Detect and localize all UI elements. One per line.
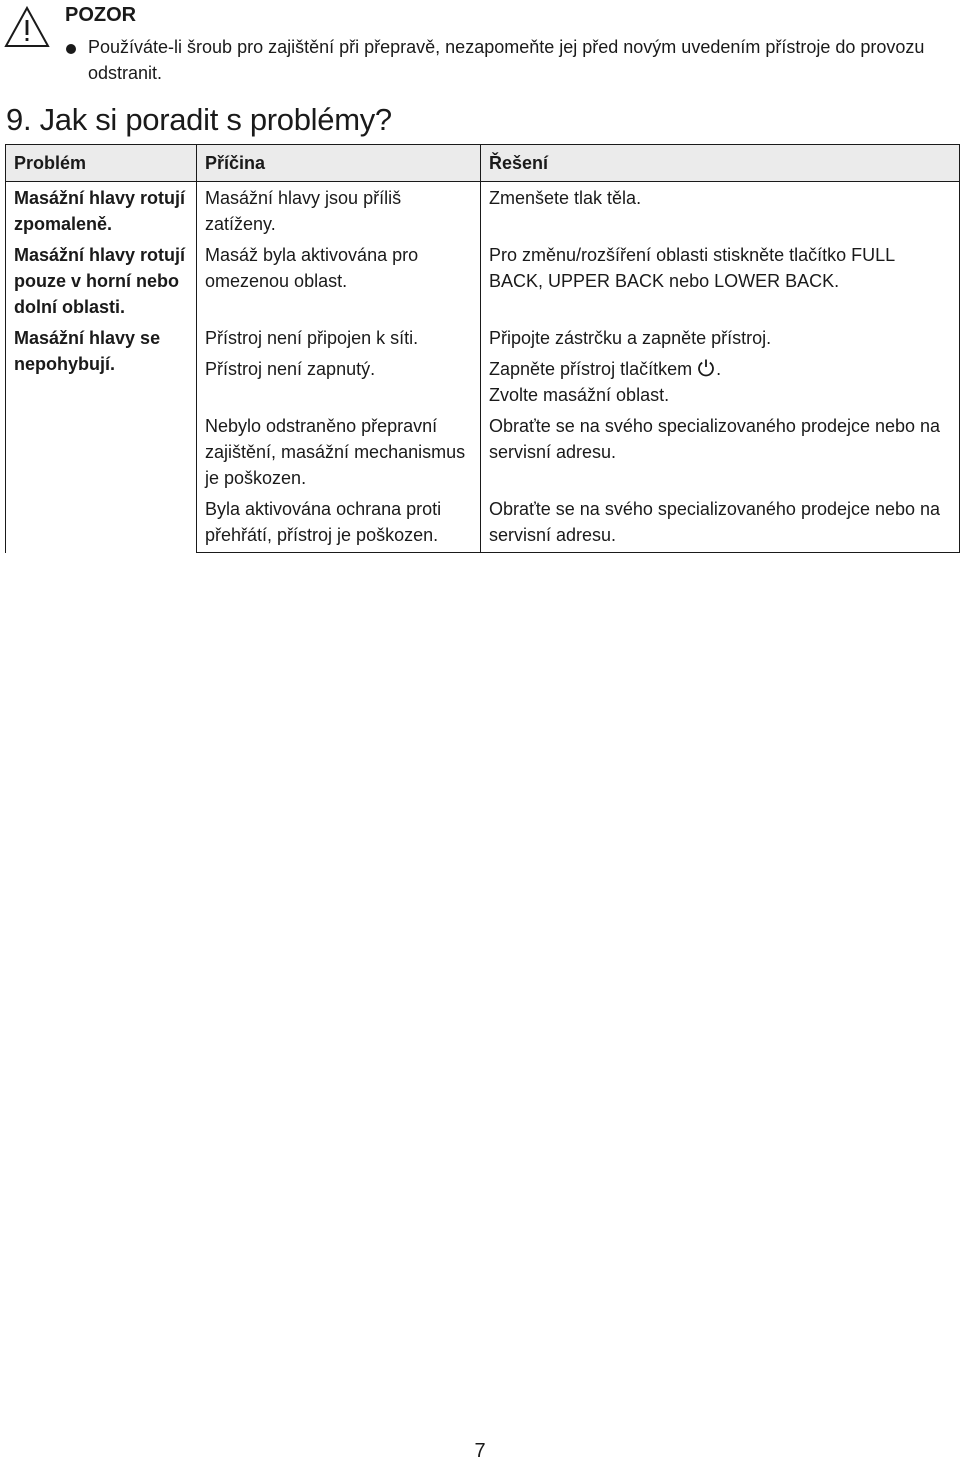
solution-cell: [481, 355, 960, 412]
warning-bullet: [66, 44, 76, 54]
cause-cell: Nebylo odstraněno přepravní zajištění, masážní mechanismus je poškozen.: [197, 412, 481, 495]
cause-cell: Masáž byla aktivována pro omezenou oblast.: [197, 241, 481, 324]
cause-cell: Masážní hlavy jsou příliš zatíženy.: [197, 182, 481, 242]
warning-triangle-icon: [4, 5, 50, 49]
cause-cell: Přístroj není připojen k síti.: [197, 324, 481, 355]
solution-cell: Pro změnu/rozšíření oblasti stiskněte tlačítko FULL BACK, UPPER BACK nebo LOWER BACK.: [481, 241, 960, 324]
solution-cell: Obraťte se na svého specializovaného prodejce nebo na servisní adresu.: [481, 495, 960, 553]
table-row: [6, 324, 960, 355]
cause-cell: Přístroj není zapnutý.: [197, 355, 481, 412]
header-solution: Řešení: [481, 145, 960, 182]
cause-cell: Byla aktivována ochrana proti přehřátí, přístroj je poškozen.: [197, 495, 481, 553]
solution-cell: Zmenšete tlak těla.: [481, 182, 960, 242]
warning-title: POZOR: [65, 4, 137, 26]
problem-cell: Masážní hlavy rotují pouze v horní nebo dolní oblasti.: [6, 241, 197, 324]
solution-text-line2: Zvolte masážní oblast.: [489, 385, 670, 405]
section-title: 9. Jak si poradit s problémy?: [6, 102, 392, 137]
header-problem: Problém: [6, 145, 197, 182]
table-header-row: [6, 145, 960, 182]
troubleshooting-table: [5, 144, 960, 553]
problem-cell: Masážní hlavy rotují zpomaleně.: [6, 182, 197, 242]
table-row: [6, 241, 960, 324]
solution-suffix: .: [716, 359, 722, 379]
header-cause: Příčina: [197, 145, 481, 182]
power-icon: [696, 358, 716, 378]
solution-cell: Připojte zástrčku a zapněte přístroj.: [481, 324, 960, 355]
problem-cell: Masážní hlavy se nepohybují.: [6, 324, 197, 553]
table-row: [6, 182, 960, 242]
solution-text: Zapněte přístroj tlačítkem: [489, 359, 693, 379]
solution-cell: Obraťte se na svého specializovaného prodejce nebo na servisní adresu.: [481, 412, 960, 495]
page-number: 7: [474, 1440, 486, 1462]
warning-text: Používáte-li šroub pro zajištění při přepravě, nezapomeňte jej před novým uvedením přístroje do provozu odstranit.: [88, 37, 925, 83]
